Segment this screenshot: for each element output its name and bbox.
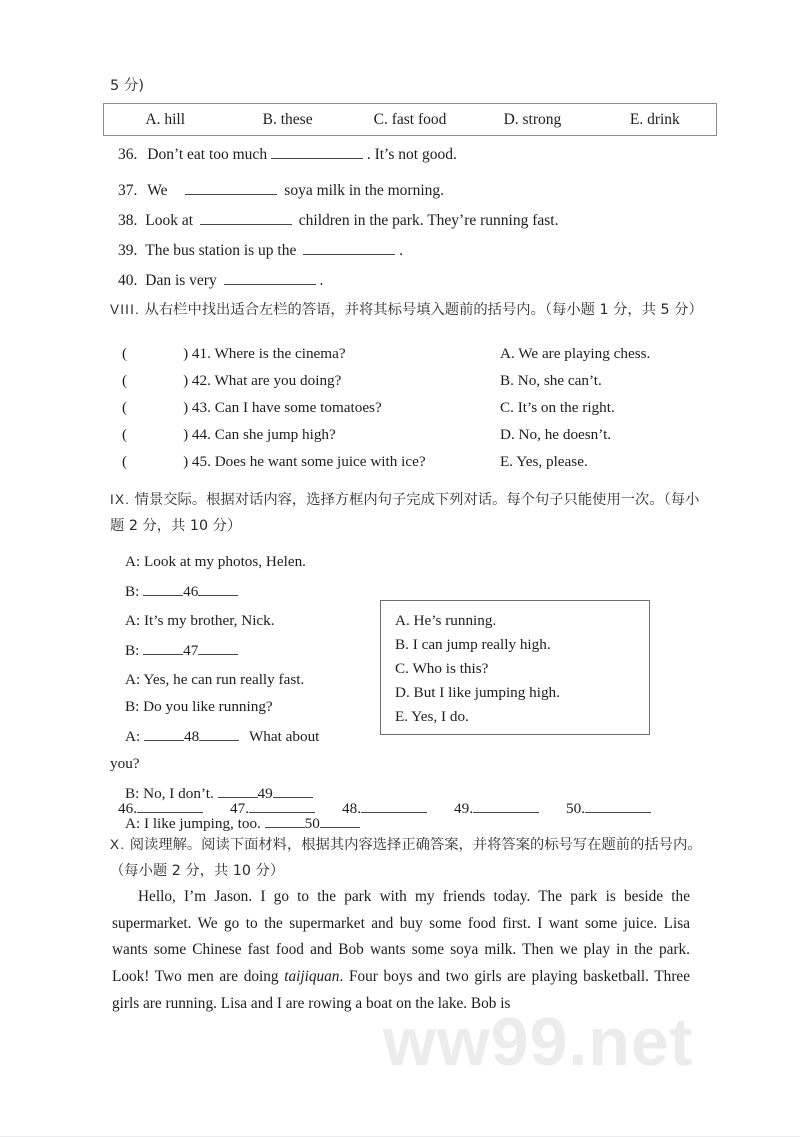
dialogue-speaker: B:	[125, 785, 140, 802]
dialogue-line-4	[125, 698, 273, 716]
question-text-before: We	[147, 182, 168, 199]
dialogue-text: Yes, he can run really fast.	[143, 671, 305, 688]
match-text: Does he want some juice with ice?	[214, 453, 426, 470]
section-x-text: 阅读理解。阅读下面材料，根据其内容选择正确答案，并将答案的标号写在题前的括号内。（每小题 2 分，共 10 分）	[110, 837, 702, 879]
question-text-after: .	[319, 272, 324, 289]
paren-close: )	[183, 345, 189, 362]
answer-blank-40[interactable]	[224, 284, 316, 285]
dialogue-line-3	[125, 671, 304, 689]
match-text: Where is the cinema?	[214, 345, 346, 362]
question-number: 40.	[118, 272, 138, 289]
passage-italic-term: taijiquan	[284, 968, 340, 986]
dialogue-blank-right-49[interactable]	[273, 797, 313, 798]
question-number: 39.	[118, 242, 138, 259]
answer-slot-48	[342, 800, 454, 818]
paren-open: (	[122, 372, 128, 389]
answer-blank-36[interactable]	[271, 158, 363, 159]
question-text-before: Look at	[145, 212, 194, 229]
paren-open: (	[122, 399, 128, 416]
question-row-40	[118, 272, 323, 290]
dialogue-blank-left-48[interactable]	[144, 740, 184, 741]
dialogue-blank-number: 48	[183, 728, 200, 745]
answer-blank-37[interactable]	[185, 194, 277, 195]
choice-option-e: E. Yes, I do.	[395, 708, 469, 725]
dialogue-text: Do you like running?	[143, 698, 273, 715]
dialogue-trailing-text: What about	[248, 728, 320, 745]
dialogue-blank-left-46[interactable]	[143, 595, 183, 596]
dialogue-speaker: B:	[125, 583, 140, 600]
match-option-e: E. Yes, please.	[500, 453, 588, 470]
answer-slot-50	[566, 800, 678, 818]
dialogue-blank-left-47[interactable]	[143, 654, 183, 655]
question-row-36	[118, 146, 457, 164]
dialogue-line-46	[125, 583, 238, 601]
dialogue-line-5-continued: you?	[110, 755, 140, 772]
site-watermark: ww99.net	[383, 1004, 694, 1080]
dialogue-choice-box	[380, 600, 650, 735]
dialogue-speaker: A:	[125, 671, 141, 688]
section-ix-numeral: IX.	[110, 492, 131, 507]
dialogue-speaker: A:	[125, 553, 141, 570]
dialogue-speaker: A:	[125, 728, 141, 745]
dialogue-blank-number: 49	[257, 785, 273, 802]
dialogue-blank-number: 50	[304, 815, 320, 832]
question-row-38	[118, 212, 558, 230]
answer-blank[interactable]	[585, 812, 651, 813]
dialogue-blank-right-50[interactable]	[320, 827, 360, 828]
section-x-heading	[110, 832, 710, 884]
match-option-c: C. It’s on the right.	[500, 399, 615, 416]
dialogue-line-2	[125, 612, 275, 630]
answer-blank[interactable]	[473, 812, 539, 813]
dialogue-text: Look at my photos, Helen.	[143, 553, 306, 570]
question-text-before: Dan is very	[145, 272, 217, 289]
dialogue-blank-left-49[interactable]	[218, 797, 258, 798]
paren-open: (	[122, 453, 128, 470]
word-bank-option: D. strong	[503, 110, 562, 128]
question-text-after: .	[399, 242, 403, 259]
answer-slot-49	[454, 800, 566, 818]
choice-option-d: D. But I like jumping high.	[395, 684, 560, 701]
match-text: Can I have some tomatoes?	[214, 399, 382, 416]
section-ix-heading	[110, 487, 710, 539]
match-item-45	[122, 453, 426, 471]
word-bank-box	[103, 103, 717, 136]
paren-open: (	[122, 345, 128, 362]
section-viii-heading	[110, 297, 710, 323]
match-item-44	[122, 426, 336, 444]
dialogue-line-47	[125, 642, 238, 660]
question-text-after: . It’s not good.	[366, 146, 457, 163]
dialogue-speaker: A:	[125, 815, 141, 832]
section-viii-numeral: VIII.	[110, 302, 141, 317]
answer-blank-38[interactable]	[200, 224, 292, 225]
choice-option-a: A. He’s running.	[395, 612, 497, 629]
dialogue-speaker: B:	[125, 698, 140, 715]
paren-close: )	[183, 426, 189, 443]
dialogue-text: No, I don’t.	[143, 785, 214, 802]
paren-open: (	[122, 426, 128, 443]
top-score-fragment: 5 分)	[110, 78, 144, 94]
match-number: 45.	[191, 453, 211, 470]
question-text-after: soya milk in the morning.	[284, 182, 445, 199]
dialogue-speaker: B:	[125, 642, 140, 659]
question-text-after: children in the park. They’re running fast.	[298, 212, 559, 229]
passage-part-2: . Four boys and two girls are playing basketball. Three girls are running. Lisa and I are rowing a boat on the lake. Bob is	[112, 968, 690, 1012]
answer-blank[interactable]	[137, 812, 203, 813]
choice-option-c: C. Who is this?	[395, 660, 489, 677]
dialogue-blank-number: 46	[183, 583, 199, 600]
match-option-a: A. We are playing chess.	[500, 345, 651, 362]
answer-label: 48.	[342, 800, 361, 817]
answer-line-row	[118, 800, 678, 818]
word-bank-option: B. these	[262, 110, 313, 128]
answer-label: 47.	[230, 800, 249, 817]
question-number: 38.	[118, 212, 138, 229]
dialogue-line-1	[125, 553, 306, 571]
answer-slot-46	[118, 800, 230, 818]
dialogue-blank-right-48[interactable]	[199, 740, 239, 741]
word-bank-option: E. drink	[629, 110, 680, 128]
choice-option-b: B. I can jump really high.	[395, 636, 551, 653]
match-number: 44.	[191, 426, 211, 443]
paren-close: )	[183, 399, 189, 416]
match-item-41	[122, 345, 346, 363]
match-text: Can she jump high?	[214, 426, 336, 443]
question-row-37	[118, 182, 444, 200]
dialogue-blank-right-47[interactable]	[198, 654, 238, 655]
answer-label: 49.	[454, 800, 473, 817]
word-bank-option: A. hill	[145, 110, 186, 128]
answer-blank[interactable]	[361, 812, 427, 813]
dialogue-blank-left-50[interactable]	[265, 827, 305, 828]
match-number: 41.	[191, 345, 211, 362]
match-option-d: D. No, he doesn’t.	[500, 426, 612, 443]
dialogue-text: It’s my brother, Nick.	[143, 612, 275, 629]
match-number: 42.	[191, 372, 211, 389]
word-bank-option: C. fast food	[373, 110, 447, 128]
match-number: 43.	[191, 399, 211, 416]
match-option-b: B. No, she can’t.	[500, 372, 602, 389]
dialogue-speaker: A:	[125, 612, 141, 629]
match-item-42	[122, 372, 341, 390]
section-x-numeral: X.	[110, 837, 126, 852]
answer-slot-47	[230, 800, 342, 818]
passage-part-1: Hello, I’m Jason. I go to the park with my friends today. The park is beside the supermarket. We go to the supermarket and buy some food first. I want some juice. Lisa wants some Chinese fast food and Bob wants some soya milk. Then we play in the park. Look! Two men are doing	[112, 888, 690, 986]
question-text-before: Don’t eat too much	[147, 146, 268, 163]
section-viii-text: 从右栏中找出适合左栏的答语，并将其标号填入题前的括号内。（每小题 1 分，共 5 分）	[144, 302, 703, 318]
dialogue-blank-number: 47	[183, 642, 199, 659]
question-text-before: The bus station is up the	[145, 242, 297, 259]
match-item-43	[122, 399, 382, 417]
paren-close: )	[183, 453, 189, 470]
answer-blank[interactable]	[249, 812, 315, 813]
dialogue-line-48	[125, 728, 319, 746]
answer-blank-39[interactable]	[303, 254, 395, 255]
section-ix-text: 情景交际。根据对话内容，选择方框内句子完成下列对话。每个句子只能使用一次。（每小题 2 分，共 10 分）	[110, 492, 700, 534]
answer-label: 46.	[118, 800, 137, 817]
question-number: 37.	[118, 182, 138, 199]
match-text: What are you doing?	[214, 372, 342, 389]
dialogue-text: I like jumping, too.	[143, 815, 261, 832]
reading-passage	[112, 884, 690, 1018]
question-row-39	[118, 242, 403, 260]
dialogue-blank-right-46[interactable]	[198, 595, 238, 596]
paren-close: )	[183, 372, 189, 389]
answer-label: 50.	[566, 800, 585, 817]
question-number: 36.	[118, 146, 138, 163]
